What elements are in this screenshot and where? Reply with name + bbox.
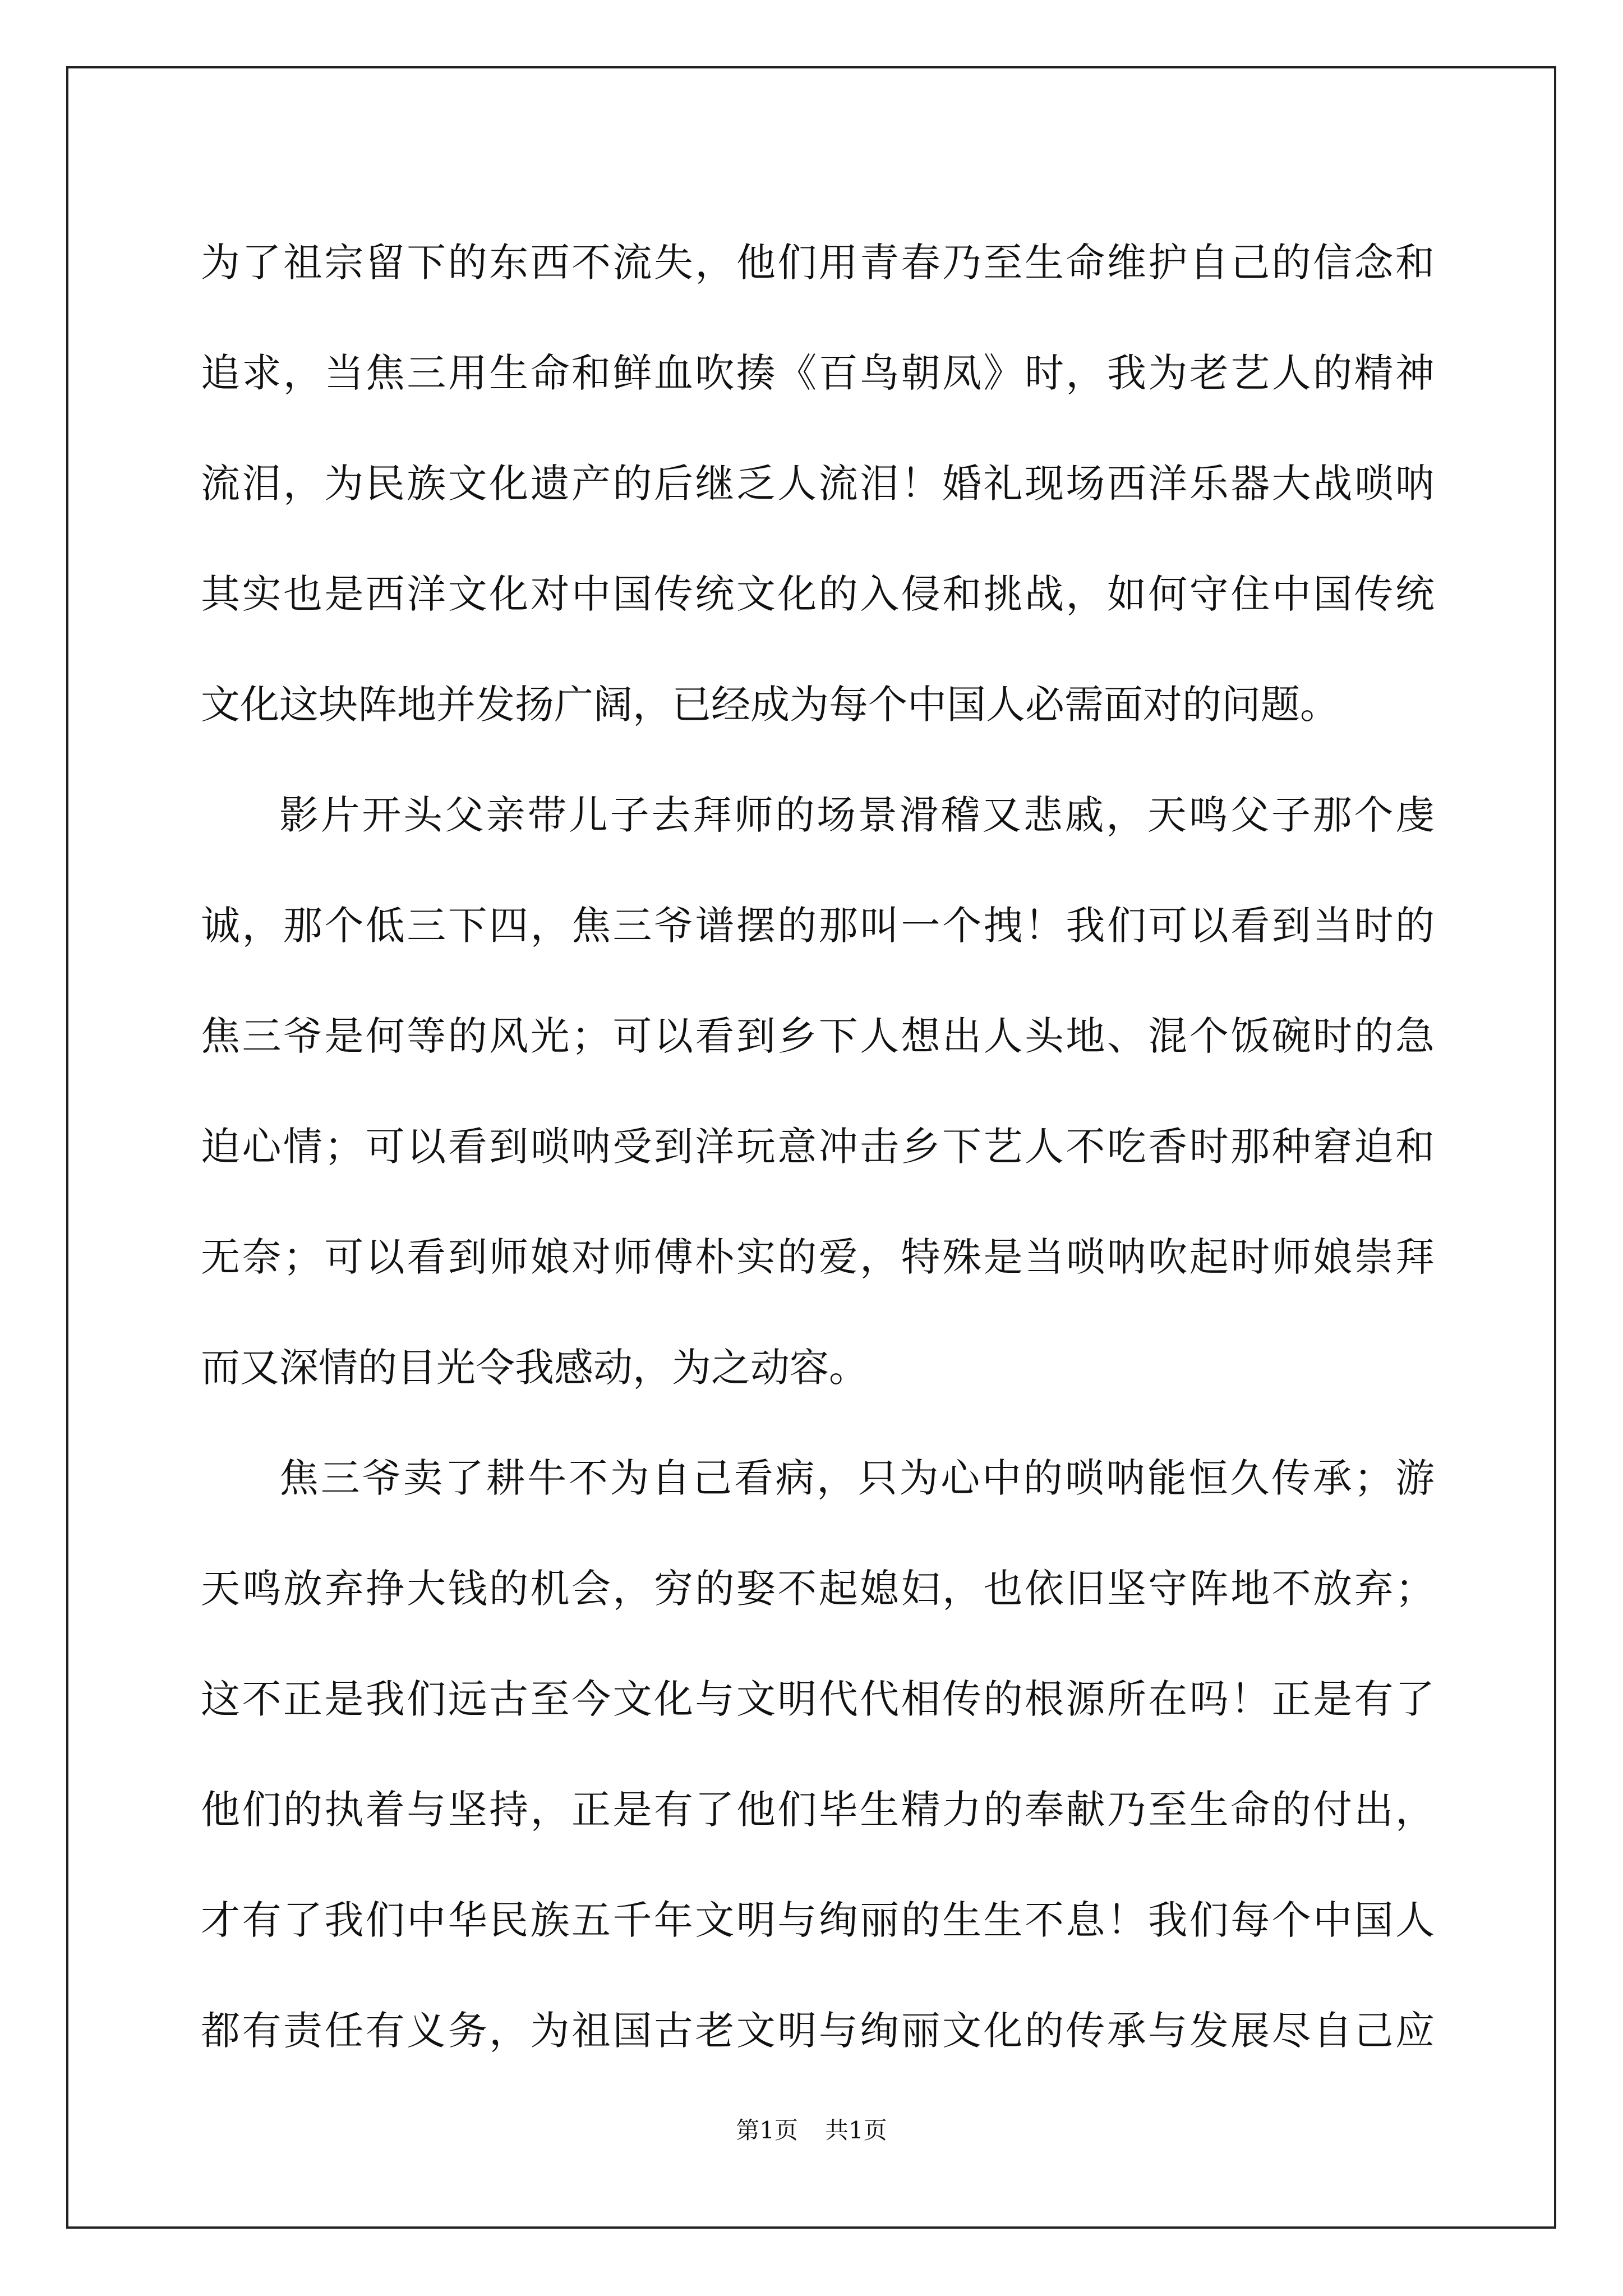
text-line: 为了祖宗留下的东西不流失，他们用青春乃至生命维护自己的信念和 <box>201 240 1435 286</box>
text-line: 迫心情；可以看到唢呐受到洋玩意冲击乡下艺人不吃香时那种窘迫和 <box>201 1124 1435 1170</box>
text-line: 这不正是我们远古至今文化与文明代代相传的根源所在吗！正是有了 <box>201 1676 1435 1722</box>
text-line: 焦三爷是何等的风光；可以看到乡下人想出人头地、混个饭碗时的急 <box>201 1013 1435 1059</box>
page-footer <box>0 2112 1623 2146</box>
text-line: 无奈；可以看到师娘对师傅朴实的爱，特殊是当唢呐吹起时师娘崇拜 <box>201 1234 1435 1280</box>
text-line: 文化这块阵地并发扬广阔，已经成为每个中国人必需面对的问题。 <box>201 682 1339 728</box>
paragraph-2 <box>201 760 1435 1423</box>
text-line: 他们的执着与坚持，正是有了他们毕生精力的奉献乃至生命的付出， <box>201 1787 1435 1833</box>
paragraph-3 <box>201 1423 1435 2086</box>
document-body <box>201 208 1435 2086</box>
text-line: 其实也是西洋文化对中国传统文化的入侵和挑战，如何守住中国传统 <box>201 571 1435 617</box>
text-line: 追求，当焦三用生命和鲜血吹揍《百鸟朝凤》时，我为老艺人的精神 <box>201 350 1435 396</box>
text-line: 天鸣放弃挣大钱的机会，穷的娶不起媳妇，也依旧坚守阵地不放弃； <box>201 1566 1435 1612</box>
text-line: 影片开头父亲带儿子去拜师的场景滑稽又悲戚，天鸣父子那个虔 <box>279 792 1435 838</box>
text-line: 流泪，为民族文化遗产的后继乏人流泪！婚礼现场西洋乐器大战唢呐 <box>201 461 1435 507</box>
text-line: 焦三爷卖了耕牛不为自己看病，只为心中的唢呐能恒久传承；游 <box>279 1455 1435 1501</box>
text-line: 诚，那个低三下四，焦三爷谱摆的那叫一个拽！我们可以看到当时的 <box>201 903 1435 949</box>
page-total: 共1页 <box>825 2116 887 2144</box>
paragraph-1 <box>201 208 1435 760</box>
text-line: 才有了我们中华民族五千年文明与绚丽的生生不息！我们每个中国人 <box>201 1897 1435 1943</box>
page-number: 第1页 <box>736 2116 798 2144</box>
text-line: 都有责任有义务，为祖国古老文明与绚丽文化的传承与发展尽自己应 <box>201 2008 1435 2054</box>
text-line: 而又深情的目光令我感动，为之动容。 <box>201 1345 868 1391</box>
